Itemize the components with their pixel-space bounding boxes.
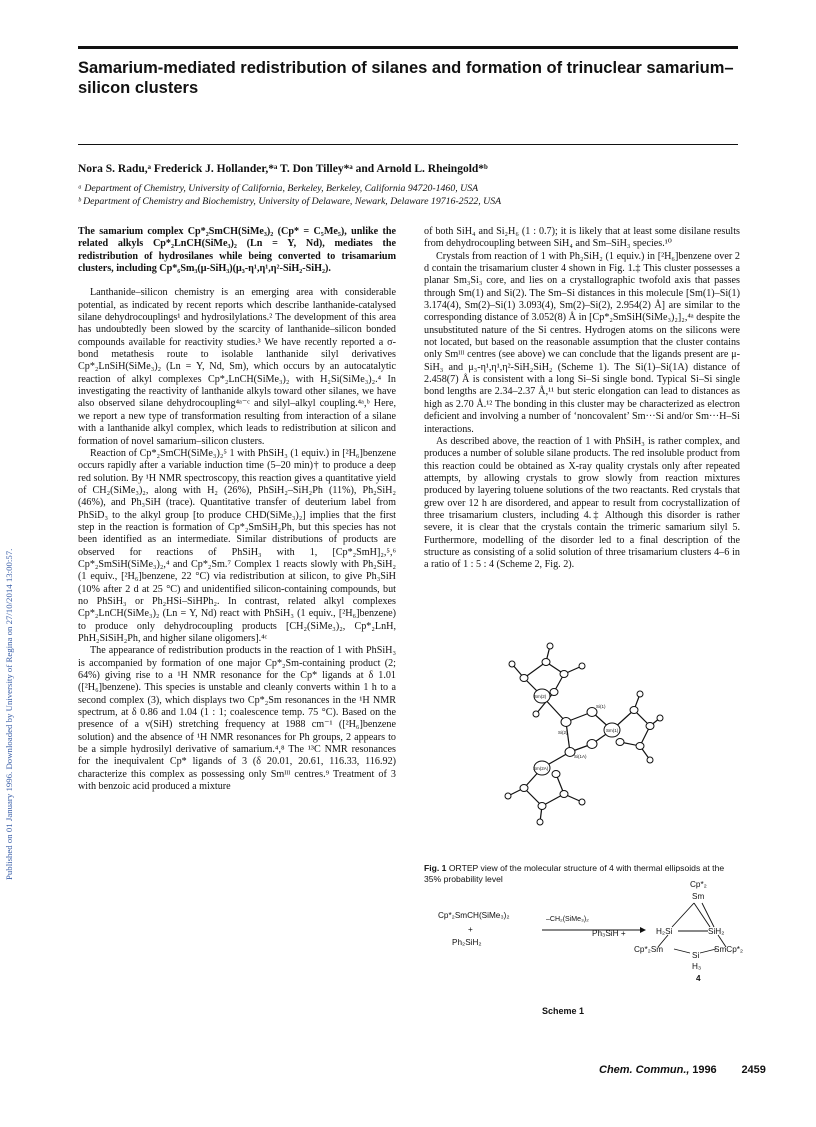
atom-label: Sm(2) xyxy=(534,694,547,699)
scheme-1 xyxy=(424,875,744,985)
top-rule xyxy=(78,46,738,49)
journal-year: 1996 xyxy=(692,1064,717,1076)
atom-label: Sm(2A) xyxy=(533,766,549,771)
body-paragraph: Reaction of Cp*₂SmCH(SiMe₃)₂⁵ 1 with PhSiH₃ (1 equiv.) in [²H₆]benzene occurs rapidly after a variable induction time (5–20 min)† to produce a deep red solution. By ¹H NMR spectroscopy, this reaction gives a quantitative yield of CH₂(SiMe₃)₂, along with H₂ (26%), PhSiH₂–SiH₂Ph (11%), Ph₂SiH₂ (46%), and Ph₃SiH (trace). Quantitative transfer of deuterium label from PhSiD₃ to the alkyl group [to produce CHD(SiMe₃)₂] implies that the first step in the reaction is formation of Cp*₂SmSiH₂Ph, but this species has not been identified as an intermediate. Similar distributions of products are observed for reactions of PhSiH₃ with 1, [Cp*₂SmH]₂,⁵,⁶ Cp*₂SmSiH(SiMe₃)₂,⁴ and Cp*₂Sm.⁷ Complex 1 reacts slowly with Ph₂SiH₂ (1 equiv., [²H₆]benzene, 22 °C) via redistribution at silicon, to give Ph₃SiH (10% after 2 d at 25 °C) and unidentified silicon-containing compounds, but no PhSiH₃ or Ph₂HSi–SiHPh₂. In contrast, related alkyl complexes Cp*₂LnCH(SiMe₃)₂ (Ln = Y, Nd) react with PhSiH₃ (1 equiv., [²H₆]benzene) to produce only dehydrocoupling products [CH₂(SiMe₃)₂, Cp*₂LnH, PhH₂SiSiH₂Ph, and higher silane oligomers].⁴ᶜ xyxy=(78,447,396,644)
scheme-sih2-right: SiH₂ xyxy=(708,927,725,936)
atom-label: Sm(1) xyxy=(606,728,619,733)
page-footer xyxy=(599,1064,766,1076)
figure-label: Fig. 1 xyxy=(424,863,447,873)
scheme-cp-left: Cp*₂Sm xyxy=(634,945,664,954)
download-notice: Published on 01 January 1996. Downloaded by University of Regina on 27/10/2014 13:00:57. xyxy=(4,548,14,880)
atom-label: Si(2) xyxy=(558,730,568,735)
atom-label: Si(1) xyxy=(596,704,606,709)
atom-label: Si(1A) xyxy=(574,754,587,759)
download-sidebar xyxy=(4,40,20,880)
title-rule xyxy=(78,144,738,145)
scheme-cp-top: Cp*₂ xyxy=(690,880,707,889)
scheme-compound-number: 4 xyxy=(696,974,701,983)
figure-caption-text: ORTEP view of the molecular structure of 4 with thermal ellipsoids at the 35% probability level xyxy=(424,863,725,884)
scheme-product: Ph₃SiH + xyxy=(592,929,626,938)
scheme-h3: H₃ xyxy=(692,962,702,971)
abstract: The samarium complex Cp*₂SmCH(SiMe₃)₂ (Cp* = C₅Me₅), unlike the related alkyls Cp*₂LnCH(SiMe₃)₂ (Ln = Y, Nd), mediates the redistribution of hydrosilanes while being converted to trisamarium clusters, including Cp*₆Sm₃(μ-SiH₃)(μ₃-η¹,η¹,η²-SiH₂-SiH₂). xyxy=(78,226,396,275)
journal-name: Chem. Commun., xyxy=(599,1064,690,1076)
body-paragraph: The appearance of redistribution products in the reaction of 1 with PhSiH₃ is accompanied by formation of one major Cp*₂Sm-containing product (2; 64%) giving rise to a ¹H NMR resonance for the Cp* ligands at δ 1.01 ([²H₆]benzene). This species is unstable and cleanly converts within 1 h to a second complex (3), which displays two Cp*₂Sm resonances in the ¹H NMR spectrum, at δ 0.86 and 1.04 (1 : 1; coalescence temp. 75 °C). Based on the presence of a ν(SiH) stretching frequency at 1988 cm⁻¹ ([²H₆]benzene solution) and the absence of ¹H NMR resonances for Ph groups, 2 appears to be a simple hydrosilyl derivative of samarium.⁴,⁸ The ¹³C NMR resonances for the inequivalent Cp* ligands of 3 (δ 20.01, 20.61, 116.33, 116.92) characterize this complex as possessing only Smᴵᴵᴵ centres.⁹ Treatment of 3 with benzoic acid produced a mixture xyxy=(78,645,396,793)
affiliation-b: ᵇ Department of Chemistry and Biochemistry, University of Delaware, Newark, Delaware 19716-2522, USA xyxy=(78,196,502,207)
page-number: 2459 xyxy=(741,1064,766,1076)
scheme-label: Scheme 1 xyxy=(542,1006,585,1016)
cluster-bonds xyxy=(644,901,740,957)
scheme-reactant: Cp*₂SmCH(SiMe₃)₂ xyxy=(438,911,510,920)
body-paragraph: Crystals from reaction of 1 with Ph₂SiH₂ (1 equiv.) in [²H₆]benzene over 2 d contain the trisamarium cluster 4 shown in Fig. 1.‡ This cluster possesses a planar Sm₃Si₃ core, and lies on a crystallographic twofold axis that passes through Sm(1) and Si(2). The Sm–Si distances in this molecule [Sm(1)–Si(1) 3.174(4), Sm(2)–Si(1) 3.093(4), Sm(2)–Si(2), 2.954(2) Å] are similar to the corresponding distance of 3.052(8) Å in [Cp*₂SmSiH(SiMe₃)₂]₂,⁴ᵃ despite the unsubstituted nature of the Si centres. Hydrogen atoms on the silicons were not located, but based on the reasonable assumption that the cluster contains only Smᴵᴵᴵ centres (see above) we can conclude that the ligands present are μ-SiH₃ and μ₃-η¹,η¹,η²-SiH₂SiH₂ (Scheme 1). The Si(1)–Si(1A) distance of 2.458(7) Å is consistent with a long Si–Si single bond. Typical Si–Si single bond lengths are 2.34–2.37 Å,¹¹ but steric elongation can lead to distances as high as 2.70 Å.¹² The bonding in this cluster may be characterized as electron deficient and involving a number of ‘noncovalent’ Sm···Si and/or Sm···H–Si interactions. xyxy=(424,250,740,435)
ortep-figure xyxy=(484,634,664,834)
body-paragraph: Lanthanide–silicon chemistry is an emerging area with considerable potential, as indicated by recent reports which describe lanthanide-catalysed silane dehydrocouplings¹ and hydrosilylations.² The development of this area has undoubtedly been slowed by the scarcity of lanthanide–silicon bonded compounds available for reactivity studies.³ We have recently reported a σ-bond metathesis route to isolable lanthanide silyl derivatives Cp*₂LnSiH(SiMe₃)₂ (Ln = Y, Nd, Sm), which occurs by an autocatalytic reaction of alkyl complexes Cp*₂LnCH(SiMe₃)₂ with H₂Si(SiMe₃)₂.⁴ In investigating the reactivity of lanthanide alkyls toward other silanes, we have also observed silane dehydrocoupling⁴ᵃ⁻ᶜ and silyl–alkyl coupling.⁴ᵃ,ᵇ Here, we report a new type of transformation resulting from interaction of a silane with a lanthanide alkyl complex, which leads to redistribution at silicon and formation of novel samarium–silicon clusters. xyxy=(78,287,396,447)
scheme-byproduct: –CH₂(SiMe₃)₂ xyxy=(546,916,589,923)
left-column xyxy=(78,226,396,793)
article-title: Samarium-mediated redistribution of silanes and formation of trinuclear samarium–silicon clusters xyxy=(78,59,734,97)
affiliation-a: ᵃ Department of Chemistry, University of California, Berkeley, Berkeley, California 94720-1460, USA xyxy=(78,183,479,194)
scheme-sm-top: Sm xyxy=(692,892,705,901)
scheme-reactant2: Ph₂SiH₂ xyxy=(452,938,482,947)
author-list: Nora S. Radu,ᵃ Frederick J. Hollander,*ᵃ T. Don Tilley*ᵃ and Arnold L. Rheingold*ᵇ xyxy=(78,163,488,175)
body-paragraph: As described above, the reaction of 1 with PhSiH₃ is rather complex, and produces a number of soluble silane products. The red insoluble product from this reaction could be obtained as X-ray quality crystals only after repeated attempts, by allowing crystals to grow slowly from reaction mixtures produced by layering toluene solutions of the two reactants. Red crystals that grew over 12 h are disordered, and appear to result from cocrystallization of three trisamarium clusters, including 4.‡ Although this disorder is rather severe, it is clear that the crystals contain the trimeric samarium silyl 5. Furthermore, modelling of the disorder led to a final description of the structure as consisting of a solid solution of three trisamarium clusters 4–6 in a ratio of 1 : 5 : 4 (Scheme 2, Fig. 2). xyxy=(424,435,740,571)
scheme-smcp-right: SmCp*₂ xyxy=(714,945,744,954)
scheme-si-bottom: Si xyxy=(692,951,700,960)
right-column xyxy=(424,226,740,572)
scheme-plus: + xyxy=(468,925,473,934)
body-paragraph: of both SiH₄ and Si₂H₆ (1 : 0.7); it is likely that at least some disilane results from dehydrocoupling between SiH₄ and Sm–SiH₃ species.¹⁰ xyxy=(424,226,740,250)
scheme-h2si-left: H₂Si xyxy=(656,927,673,936)
